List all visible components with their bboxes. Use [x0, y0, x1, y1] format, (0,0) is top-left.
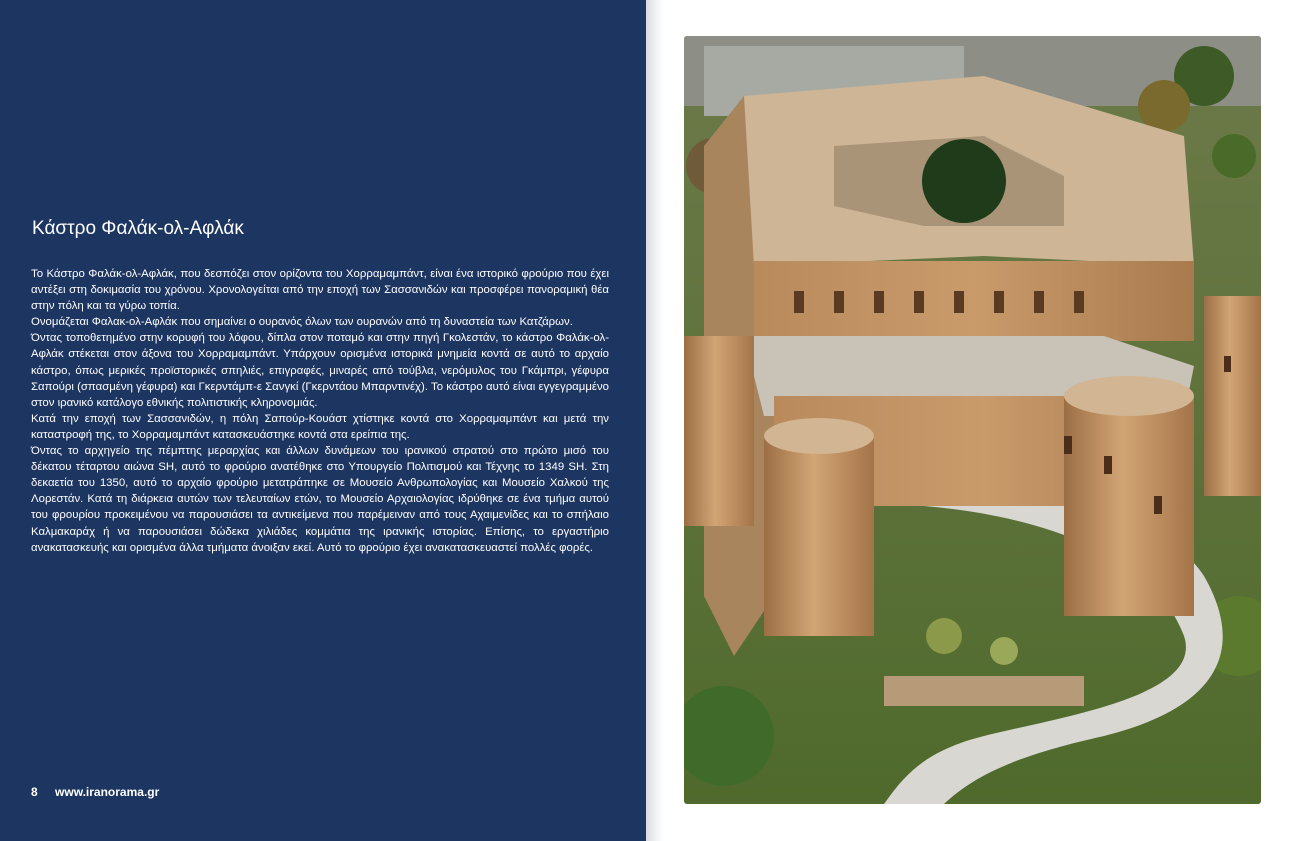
book-spine: [646, 0, 664, 841]
website-link[interactable]: www.iranorama.gr: [55, 785, 160, 799]
page-number: 8: [31, 785, 38, 799]
left-page: [0, 0, 646, 841]
article-body: [31, 266, 609, 556]
paragraph: Όντας το αρχηγείο της πέμπτης μεραρχίας και άλλων δυνάμεων του ιρανικού στρατού στο πρώτο μισό του δέκατου τέταρτου αιώνα SH, αυτό το φρούριο ανατέθηκε στο Υπουργείο Πολιτισμού και Τέχνης το 1349 SH. Στη δεκαετία του 1350, αυτό το αρχαίο φρούριο μετατράπηκε σε Μουσείο Ανθρωπολογίας και Μουσείο Χαλκού της Λορεστάν. Κατά τη διάρκεια αυτών των τελευταίων ετών, το Μουσείο Αρχαιολογίας ιδρύθηκε σε ένα τμήμα αυτού του φρουρίου προκειμένου να παρουσιάσει τα αντικείμενα που παρέμειναν από τους Αχαιμενίδες και το σπήλαιο Καλμακαράχ ή να παρουσιάσει δώδεκα χιλιάδες κομμάτια της ιρανικής ιστορίας. Επίσης, το εργαστήριο ανακατασκευής και ορισμένα άλλα τμήματα άνοιξαν εκεί. Αυτό το φρούριο έχει ανακατασκευαστεί πολλές φορές.: [31, 445, 609, 554]
paragraph: Κατά την εποχή των Σασσανιδών, η πόλη Σαπούρ-Κουάστ χτίστηκε κοντά στο Χορραμαμπάντ και μετά την καταστροφή της, το Χορραμαμπάντ κατασκευάστηκε κοντά στα ερείπια της.: [31, 412, 609, 441]
article-title: Κάστρο Φαλάκ-ολ-Αφλάκ: [32, 218, 244, 239]
page-footer: [31, 785, 159, 799]
paragraph: Όντας τοποθετημένο στην κορυφή του λόφου, δίπλα στον ποταμό και στην πηγή Γκολεστάν, το κάστρο Φαλάκ-ολ-Αφλάκ στέκεται στον άξονα του Χορραμαμπάντ. Υπάρχουν ορισμένα ιστορικά μνημεία κοντά σε αυτό το αρχαίο κάστρο, όπως μερικές προϊστορικές σπηλιές, επιγραφές, μιναρές από τούβλα, νερόμυλος του Γκάμπρι, γέφυρα Σαπούρι (σπασμένη γέφυρα) και Γκερντάμπ-ε Σανγκί (Γκερντάου Μπαρντινέχ). Το κάστρο αυτό είναι εγγεγραμμένο στον ιρανικό κατάλογο εθνικής πολιτιστικής κληρονομιάς.: [31, 332, 609, 409]
castle-photo: [684, 36, 1261, 804]
paragraph: Ονομάζεται Φαλακ-ολ-Αφλάκ που σημαίνει ο ουρανός όλων των ουρανών από τη δυναστεία των Κατζάρων.: [31, 316, 573, 329]
paragraph: Το Κάστρο Φαλάκ-ολ-Αφλάκ, που δεσπόζει στον ορίζοντα του Χορραμαμπάντ, είναι ένα ιστορικό φρούριο που έχει αντέξει στη δοκιμασία του χρόνου. Χρονολογείται από την εποχή των Σασσανιδών και προσφέρει πανοραμική θέα στην πόλη και τα γύρω τοπία.: [31, 268, 609, 313]
